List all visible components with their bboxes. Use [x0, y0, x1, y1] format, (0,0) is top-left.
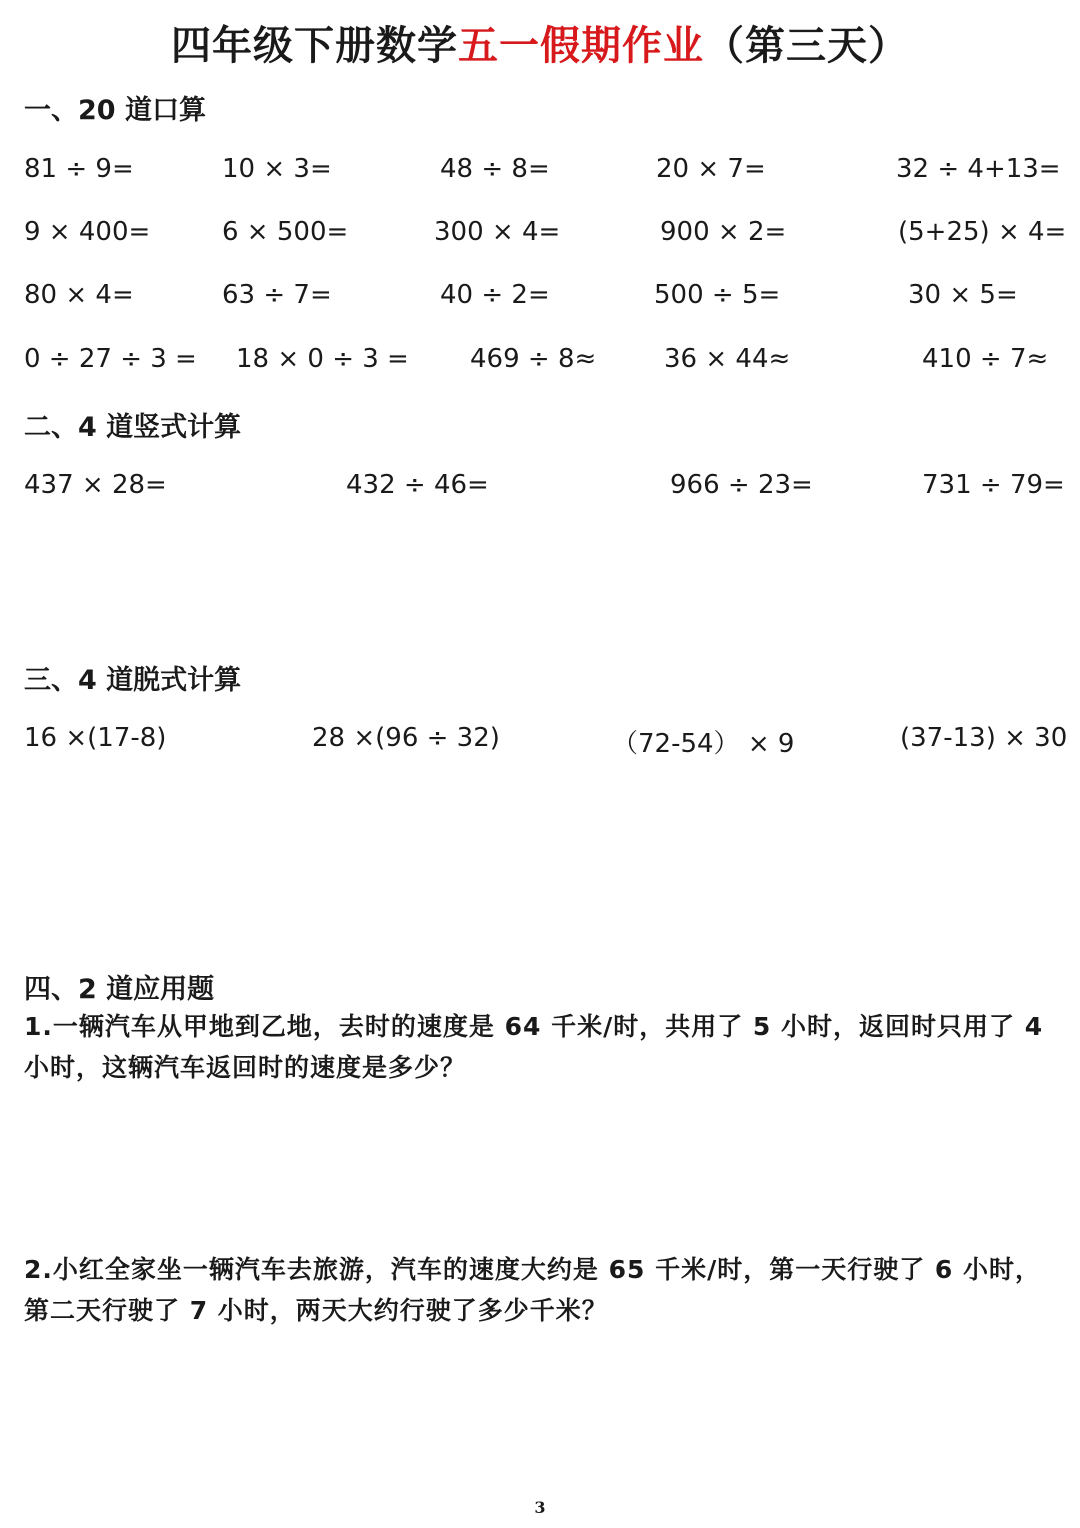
stepwise-problem: (37-13) × 30	[900, 723, 1068, 753]
stepwise-problem: 28 ×(96 ÷ 32)	[312, 723, 500, 753]
section-heading-oral: 一、20 道口算	[24, 95, 206, 126]
oral-problem: 300 × 4=	[434, 217, 561, 247]
section-heading-vertical: 二、4 道竖式计算	[24, 412, 242, 443]
oral-problem: 469 ÷ 8≈	[470, 344, 597, 374]
vertical-problem: 731 ÷ 79=	[922, 470, 1065, 500]
vertical-problem: 437 × 28=	[24, 470, 167, 500]
section-heading-stepwise: 三、4 道脱式计算	[24, 665, 242, 696]
oral-problem: 9 × 400=	[24, 217, 151, 247]
oral-problem: 36 × 44≈	[664, 344, 791, 374]
page-number: 3	[534, 1498, 546, 1517]
word-problem: 1.一辆汽车从甲地到乙地，去时的速度是 64 千米/时，共用了 5 小时，返回时只用了 4 小时，这辆汽车返回时的速度是多少？	[24, 1012, 1044, 1082]
oral-problem: 18 × 0 ÷ 3 =	[236, 344, 409, 374]
stepwise-problem: 16 ×(17-8)	[24, 723, 167, 753]
oral-problem: 32 ÷ 4+13=	[896, 154, 1061, 184]
oral-problem: 40 ÷ 2=	[440, 280, 550, 310]
vertical-problem: 966 ÷ 23=	[670, 470, 813, 500]
oral-problem: 900 × 2=	[660, 217, 787, 247]
oral-problem: 0 ÷ 27 ÷ 3 =	[24, 344, 197, 374]
oral-problem: 81 ÷ 9=	[24, 154, 134, 184]
title-grade: 四年级下册数学	[171, 23, 458, 69]
oral-problem: (5+25) × 4=	[898, 217, 1067, 247]
vertical-problem: 432 ÷ 46=	[346, 470, 489, 500]
oral-problem: 410 ÷ 7≈	[922, 344, 1049, 374]
title-holiday: 五一假期作业	[458, 23, 704, 69]
title-day: （第三天）	[704, 23, 909, 69]
oral-problem: 6 × 500=	[222, 217, 349, 247]
stepwise-problem: （72-54） × 9	[612, 729, 795, 759]
oral-problem: 500 ÷ 5=	[654, 280, 781, 310]
oral-problem: 10 × 3=	[222, 154, 332, 184]
page-title	[0, 14, 1080, 71]
oral-problem: 80 × 4=	[24, 280, 134, 310]
section-heading-word-problems: 四、2 道应用题	[24, 974, 215, 1005]
oral-problem: 20 × 7=	[656, 154, 766, 184]
oral-problem: 63 ÷ 7=	[222, 280, 332, 310]
oral-problem: 30 × 5=	[908, 280, 1018, 310]
oral-problem: 48 ÷ 8=	[440, 154, 550, 184]
word-problem: 2.小红全家坐一辆汽车去旅游，汽车的速度大约是 65 千米/时，第一天行驶了 6 小时，第二天行驶了 7 小时，两天大约行驶了多少千米？	[24, 1255, 1042, 1325]
